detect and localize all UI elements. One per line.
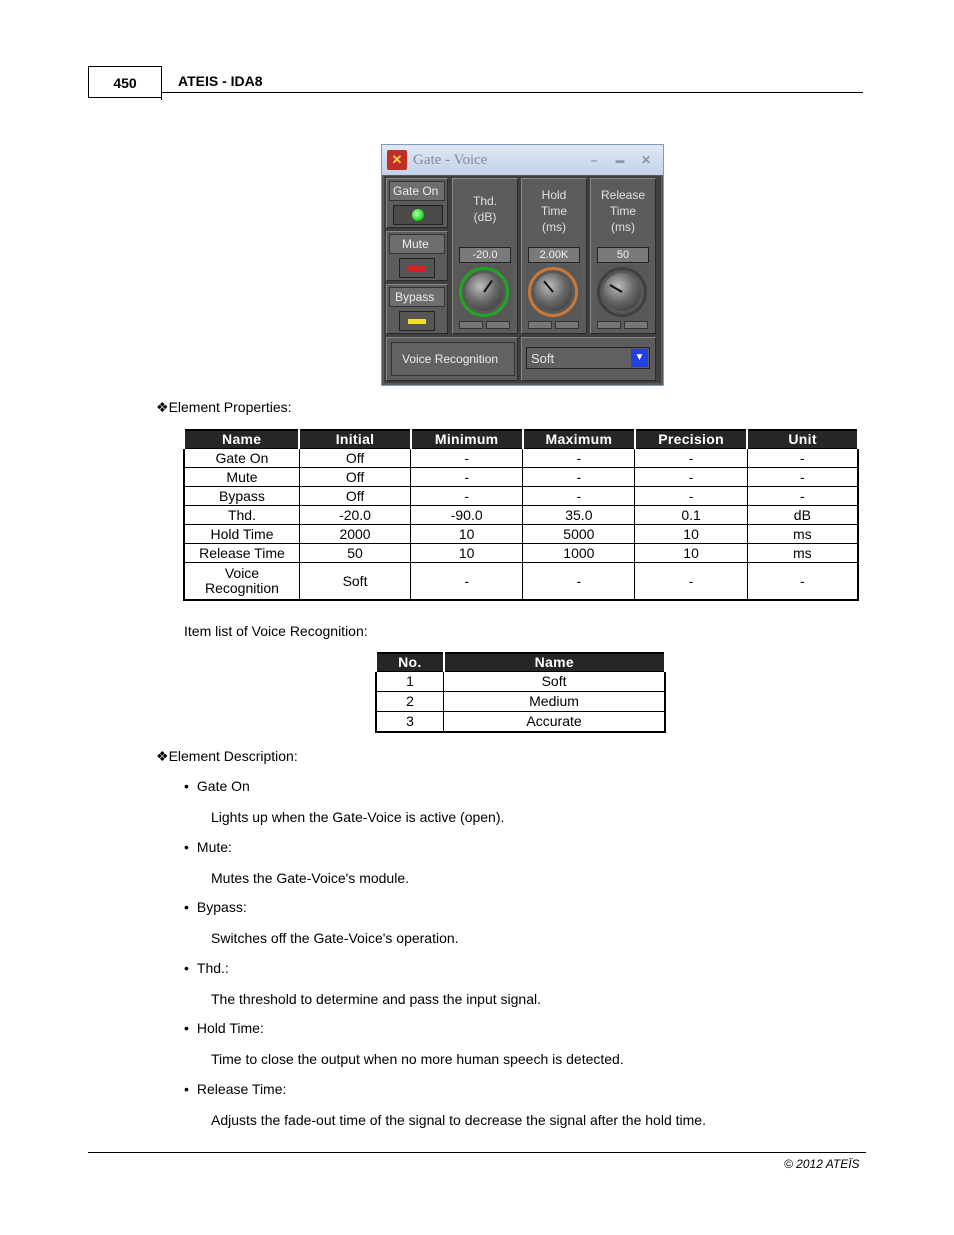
table-cell: - — [747, 487, 858, 506]
table-cell: 10 — [635, 544, 747, 563]
control-panel — [384, 176, 661, 383]
table-cell: Off — [299, 468, 410, 487]
table-cell: - — [411, 563, 523, 601]
voice-recognition-cell — [386, 337, 518, 381]
release-time-value[interactable]: 50 — [597, 247, 649, 263]
description-term — [184, 1020, 264, 1037]
description-term-text: Mute: — [196, 839, 232, 855]
hold-time-knob-pointer — [543, 281, 554, 293]
table-cell: - — [635, 449, 747, 468]
threshold-heading-line: Thd. — [472, 194, 497, 208]
table-cell: 2000 — [299, 525, 410, 544]
description-term — [184, 778, 250, 795]
column-header: Name — [444, 653, 665, 672]
diamond-bullet-icon: ❖ — [156, 399, 169, 415]
bullet-icon: • — [184, 778, 189, 794]
table-row — [376, 712, 665, 733]
release-time-column — [590, 178, 656, 334]
threshold-column — [452, 178, 518, 334]
table-cell: - — [523, 468, 635, 487]
column-header: No. — [376, 653, 444, 672]
bullet-icon: • — [184, 960, 189, 976]
hold-time-column — [521, 178, 587, 334]
item-list-heading: Item list of Voice Recognition: — [184, 623, 368, 639]
threshold-knob-pointer — [483, 280, 493, 293]
mute-cell — [386, 231, 448, 281]
description-term-text: Release Time: — [196, 1081, 287, 1097]
properties-table-header — [184, 430, 858, 449]
table-cell: Mute — [184, 468, 299, 487]
table-cell: 35.0 — [523, 506, 635, 525]
description-text: Mutes the Gate-Voice's module. — [211, 870, 409, 886]
table-cell: Gate On — [184, 449, 299, 468]
threshold-value[interactable]: -20.0 — [459, 247, 511, 263]
properties-heading-text: Element Properties: — [168, 399, 292, 415]
table-cell: -90.0 — [411, 506, 523, 525]
release-time-knob-pointer — [609, 284, 622, 293]
table-cell: 1 — [376, 672, 444, 692]
gate-on-indicator — [393, 205, 443, 225]
mute-led-icon — [408, 266, 426, 271]
hold-time-knob[interactable] — [528, 267, 578, 317]
table-cell: ms — [747, 525, 858, 544]
table-cell: 3 — [376, 712, 444, 733]
items-table-body — [376, 672, 665, 733]
table-row — [376, 672, 665, 692]
table-cell: - — [411, 487, 523, 506]
app-logo-icon: ✕ — [387, 150, 407, 170]
table-cell: Off — [299, 487, 410, 506]
hold-time-value[interactable]: 2.00K — [528, 247, 580, 263]
description-term — [184, 1081, 286, 1098]
release-time-increment-button[interactable] — [624, 321, 648, 329]
description-text: The threshold to determine and pass the input signal. — [211, 991, 541, 1007]
header-rule — [161, 92, 863, 93]
header-title: ATEIS - IDA8 — [178, 73, 263, 89]
release-time-heading-line: Release — [600, 188, 646, 202]
hold-time-heading-line: (ms) — [542, 220, 566, 234]
table-cell: Thd. — [184, 506, 299, 525]
table-cell: - — [747, 468, 858, 487]
table-cell: -20.0 — [299, 506, 410, 525]
table-cell: 10 — [411, 525, 523, 544]
table-cell: 10 — [635, 525, 747, 544]
hold-time-decrement-button[interactable] — [528, 321, 552, 329]
table-cell: - — [411, 449, 523, 468]
table-row — [184, 449, 858, 468]
table-cell: Off — [299, 449, 410, 468]
window-title: Gate - Voice — [413, 152, 488, 168]
release-time-knob-face — [603, 273, 641, 311]
mute-label: Mute — [389, 234, 445, 254]
table-cell: - — [523, 449, 635, 468]
bullet-icon: • — [184, 1081, 189, 1097]
properties-table — [183, 429, 859, 601]
gate-on-label: Gate On — [389, 181, 445, 201]
gate-voice-window — [381, 144, 664, 386]
threshold-decrement-button[interactable] — [459, 321, 483, 329]
table-cell: ms — [747, 544, 858, 563]
threshold-heading — [453, 193, 517, 225]
threshold-increment-button[interactable] — [486, 321, 510, 329]
gate-on-cell — [386, 178, 448, 228]
bullet-icon: • — [184, 899, 189, 915]
threshold-knob-face — [465, 273, 503, 311]
hold-time-heading-line: Time — [540, 204, 568, 218]
voice-recognition-dropdown-cell — [521, 337, 656, 381]
table-row — [184, 506, 858, 525]
table-row — [184, 544, 858, 563]
maximize-icon[interactable]: ▬ — [615, 155, 625, 165]
table-cell: - — [523, 563, 635, 601]
threshold-knob[interactable] — [459, 267, 509, 317]
description-term — [184, 899, 247, 916]
table-cell: Bypass — [184, 487, 299, 506]
hold-time-increment-button[interactable] — [555, 321, 579, 329]
close-icon[interactable]: ✕ — [640, 153, 652, 167]
table-cell: 2 — [376, 692, 444, 712]
table-cell: Accurate — [444, 712, 665, 733]
window-titlebar[interactable] — [382, 145, 663, 175]
description-term-text: Thd.: — [196, 960, 229, 976]
release-time-knob-area — [595, 265, 651, 321]
page-number: 450 — [88, 66, 161, 98]
table-cell: 0.1 — [635, 506, 747, 525]
table-cell: Soft — [444, 672, 665, 692]
items-table — [375, 652, 666, 733]
table-cell: Medium — [444, 692, 665, 712]
hold-time-heading — [522, 187, 586, 235]
table-row — [184, 525, 858, 544]
release-time-heading-line: (ms) — [611, 220, 635, 234]
minimize-icon[interactable]: – — [590, 153, 598, 167]
table-cell: Hold Time — [184, 525, 299, 544]
mute-button[interactable] — [399, 258, 435, 278]
diamond-bullet-icon: ❖ — [156, 748, 169, 764]
properties-heading — [156, 399, 292, 416]
release-time-decrement-button[interactable] — [597, 321, 621, 329]
table-row — [184, 487, 858, 506]
table-cell: - — [523, 487, 635, 506]
table-cell: 5000 — [523, 525, 635, 544]
bypass-label: Bypass — [389, 287, 445, 307]
column-header: Initial — [299, 430, 410, 449]
footer-copyright: © 2012 ATEÏS — [784, 1157, 860, 1171]
hold-time-knob-face — [534, 273, 572, 311]
hold-time-knob-area — [526, 265, 582, 321]
table-cell: - — [635, 468, 747, 487]
table-cell: Release Time — [184, 544, 299, 563]
gate-on-led-icon — [412, 209, 424, 221]
release-time-heading-line: Time — [609, 204, 637, 218]
items-table-header — [376, 653, 665, 672]
column-header: Precision — [635, 430, 747, 449]
chevron-down-icon[interactable]: ▼ — [631, 349, 648, 367]
table-cell: - — [411, 468, 523, 487]
threshold-heading-line: (dB) — [473, 210, 497, 224]
description-text: Time to close the output when no more human speech is detected. — [211, 1051, 624, 1067]
description-heading — [156, 748, 298, 765]
table-cell: Soft — [299, 563, 410, 601]
table-cell: - — [747, 563, 858, 601]
voice-recognition-label: Voice Recognition — [391, 342, 515, 376]
description-term — [184, 839, 232, 856]
threshold-knob-area — [457, 265, 513, 321]
page-number-divider — [161, 66, 162, 100]
column-header: Unit — [747, 430, 858, 449]
table-cell: 50 — [299, 544, 410, 563]
release-time-heading — [591, 187, 655, 235]
properties-table-body — [184, 449, 858, 601]
table-cell: dB — [747, 506, 858, 525]
description-text: Lights up when the Gate-Voice is active (open). — [211, 809, 505, 825]
description-text: Adjusts the fade-out time of the signal to decrease the signal after the hold time. — [211, 1112, 706, 1128]
bypass-led-icon — [408, 319, 426, 324]
dropdown-selected-value: Soft — [531, 351, 555, 366]
column-header: Name — [184, 430, 299, 449]
description-heading-text: Element Description: — [168, 748, 298, 764]
hold-time-heading-line: Hold — [541, 188, 567, 202]
table-row — [376, 692, 665, 712]
bypass-cell — [386, 284, 448, 334]
footer-rule — [88, 1152, 866, 1153]
description-term-text: Hold Time: — [196, 1020, 264, 1036]
voice-recognition-dropdown[interactable] — [526, 347, 650, 369]
table-row — [184, 468, 858, 487]
table-cell: Voice Recognition — [184, 563, 299, 601]
column-header: Maximum — [523, 430, 635, 449]
table-cell: - — [635, 487, 747, 506]
bullet-icon: • — [184, 1020, 189, 1036]
bypass-button[interactable] — [399, 311, 435, 331]
description-term-text: Gate On — [196, 778, 250, 794]
table-cell: - — [747, 449, 858, 468]
column-header: Minimum — [411, 430, 523, 449]
table-cell: 1000 — [523, 544, 635, 563]
table-cell: - — [635, 563, 747, 601]
description-term — [184, 960, 229, 977]
table-row — [184, 563, 858, 601]
table-cell: 10 — [411, 544, 523, 563]
description-term-text: Bypass: — [196, 899, 247, 915]
release-time-knob[interactable] — [597, 267, 647, 317]
description-text: Switches off the Gate-Voice's operation. — [211, 930, 459, 946]
bullet-icon: • — [184, 839, 189, 855]
